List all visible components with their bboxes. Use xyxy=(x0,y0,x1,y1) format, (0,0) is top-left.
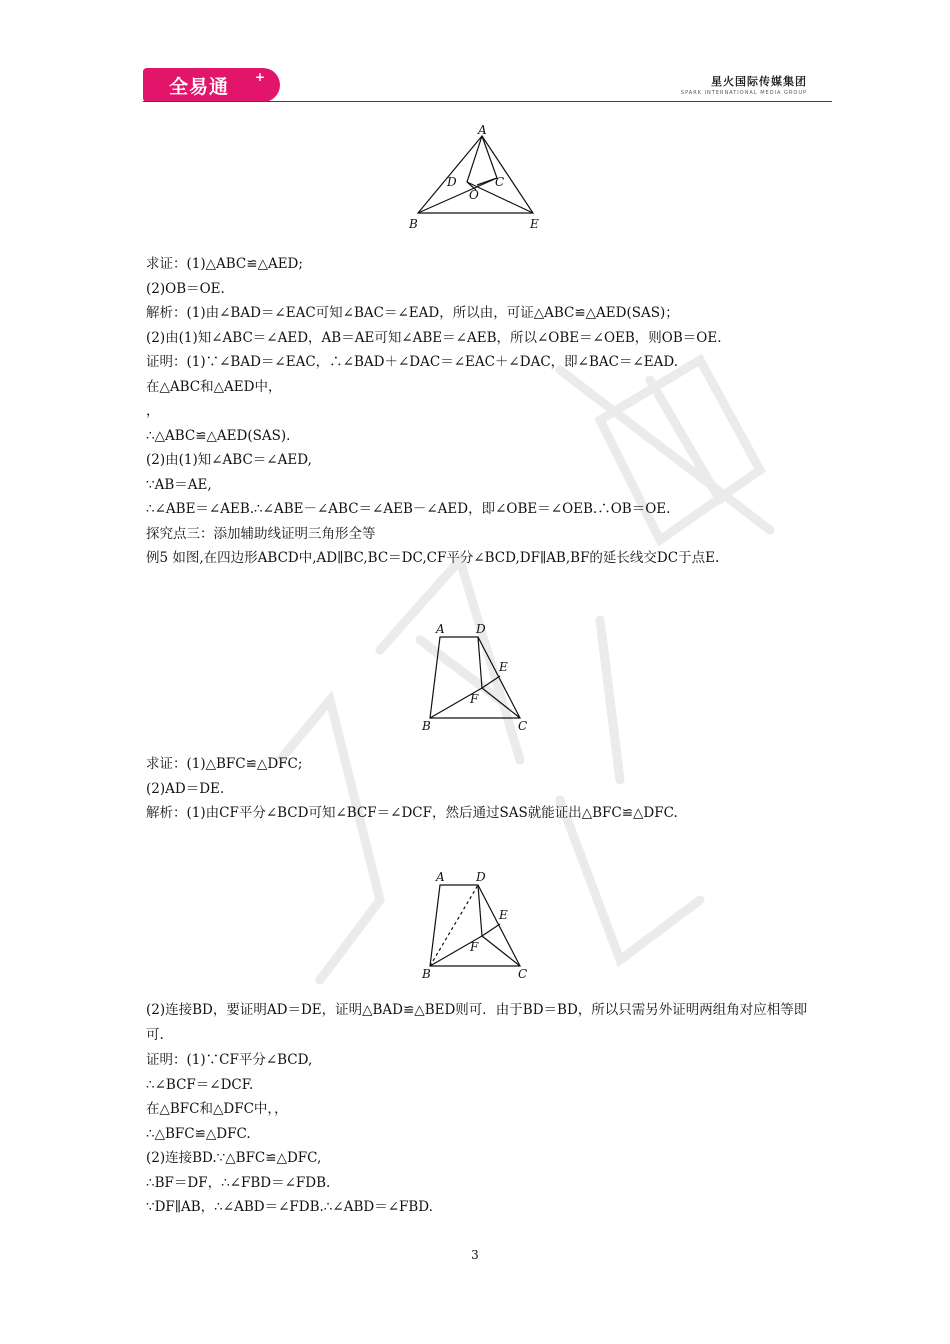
main-content-2 xyxy=(146,752,811,826)
fig2-label-c: C xyxy=(518,719,528,733)
fig2-label-d: D xyxy=(476,622,486,636)
text-line: 在△BFC和△DFC中，， xyxy=(146,1101,288,1117)
text-line: 在△ABC和△AED中， xyxy=(146,378,282,395)
fig2-label-a: A xyxy=(436,622,445,636)
fig3-label-c: C xyxy=(518,967,528,981)
header-rule xyxy=(143,101,832,102)
logo-text: 全易通 xyxy=(169,76,230,98)
text-line: (2)由(1)知∠ABC＝∠AED，AB＝AE可知∠ABE＝∠AEB，所以∠OBE＝∠OEB，则OB＝OE. xyxy=(146,329,722,346)
text-line: ∴△BFC≌△DFC. xyxy=(146,1125,251,1142)
text-line: 求证：(1)△ABC≌△AED; xyxy=(146,256,303,272)
text-line: (2)连接BD.∵△BFC≌△DFC, xyxy=(146,1150,322,1166)
fig1-label-o: O xyxy=(469,188,479,202)
page-number: 3 xyxy=(471,1248,479,1262)
fig1-label-c: C xyxy=(495,175,505,189)
fig3-label-b: B xyxy=(422,967,431,981)
publisher-cn: 星火国际传媒集团 xyxy=(711,75,807,88)
text-line: ∴△ABC≌△AED(SAS). xyxy=(146,427,291,444)
logo-star-icon: + xyxy=(255,70,267,84)
analysis-paragraph: (2)连接BD，要证明AD＝DE，证明△BAD≌△BED则可．由于BD＝BD，所以只需另外证明两组角对应相等即可. xyxy=(146,1002,808,1043)
fig3-label-a: A xyxy=(436,870,445,884)
text-line: 求证：(1)△BFC≌△DFC; xyxy=(146,756,303,772)
proof-block-1 xyxy=(146,252,811,571)
text-line: ， xyxy=(146,403,160,419)
text-line: (2)由(1)知∠ABC＝∠AED, xyxy=(146,452,312,468)
text-line: ∵DF∥AB，∴∠ABD＝∠FDB.∴∠ABD＝∠FBD. xyxy=(146,1199,433,1215)
publisher-en: SPARK INTERNATIONAL MEDIA GROUP xyxy=(680,90,807,96)
proof-block-3 xyxy=(146,998,811,1220)
text-line: (2)OB＝OE. xyxy=(146,280,225,297)
fig2-label-e: E xyxy=(499,660,508,674)
figure-triangle xyxy=(405,122,555,234)
fig3-label-d: D xyxy=(476,870,486,884)
publisher-name xyxy=(681,73,807,96)
text-line: 证明：(1)∵CF平分∠BCD, xyxy=(146,1052,313,1068)
fig1-label-e: E xyxy=(530,217,539,231)
text-line: 证明：(1)∵∠BAD＝∠EAC，∴∠BAD＋∠DAC＝∠EAC＋∠DAC，即∠BAC＝∠EAD. xyxy=(146,354,679,370)
main-content-3 xyxy=(146,998,811,1220)
fig1-label-b: B xyxy=(409,217,418,231)
proof-block-2 xyxy=(146,752,811,826)
fig2-label-b: B xyxy=(422,719,431,733)
fig3-label-f: F xyxy=(470,940,479,954)
fig3-label-e: E xyxy=(499,908,508,922)
fig2-label-f: F xyxy=(470,692,479,706)
example-5-statement: 例5 如图,在四边形ABCD中,AD∥BC,BC＝DC,CF平分∠BCD,DF∥AB,BF的延长线交DC于点E. xyxy=(146,550,720,566)
text-line: ∴BF＝DF，∴∠FBD＝∠FDB. xyxy=(146,1174,331,1191)
section-heading: 探究点三：添加辅助线证明三角形全等 xyxy=(146,525,376,542)
figure-quadrilateral-bd xyxy=(420,868,535,983)
fig1-label-a: A xyxy=(478,123,487,137)
text-line: (2)AD＝DE. xyxy=(146,780,225,797)
figure-quadrilateral xyxy=(420,620,535,735)
text-line: ∵AB＝AE, xyxy=(146,476,212,493)
text-line: 解析：(1)由CF平分∠BCD可知∠BCF＝∠DCF，然后通过SAS就能证出△BFC≌△DFC. xyxy=(146,805,678,821)
text-line: 解析：(1)由∠BAD＝∠EAC可知∠BAC＝∠EAD，所以由，可证△ABC≌△AED(SAS)； xyxy=(146,305,679,321)
fig1-label-d: D xyxy=(447,175,457,189)
main-content xyxy=(146,252,811,571)
text-line: ∴∠BCF＝∠DCF. xyxy=(146,1076,254,1093)
brand-logo xyxy=(143,68,280,102)
text-line: ∴∠ABE＝∠AEB.∴∠ABE－∠ABC＝∠AEB－∠AED，即∠OBE＝∠OEB.∴OB＝OE. xyxy=(146,501,671,517)
